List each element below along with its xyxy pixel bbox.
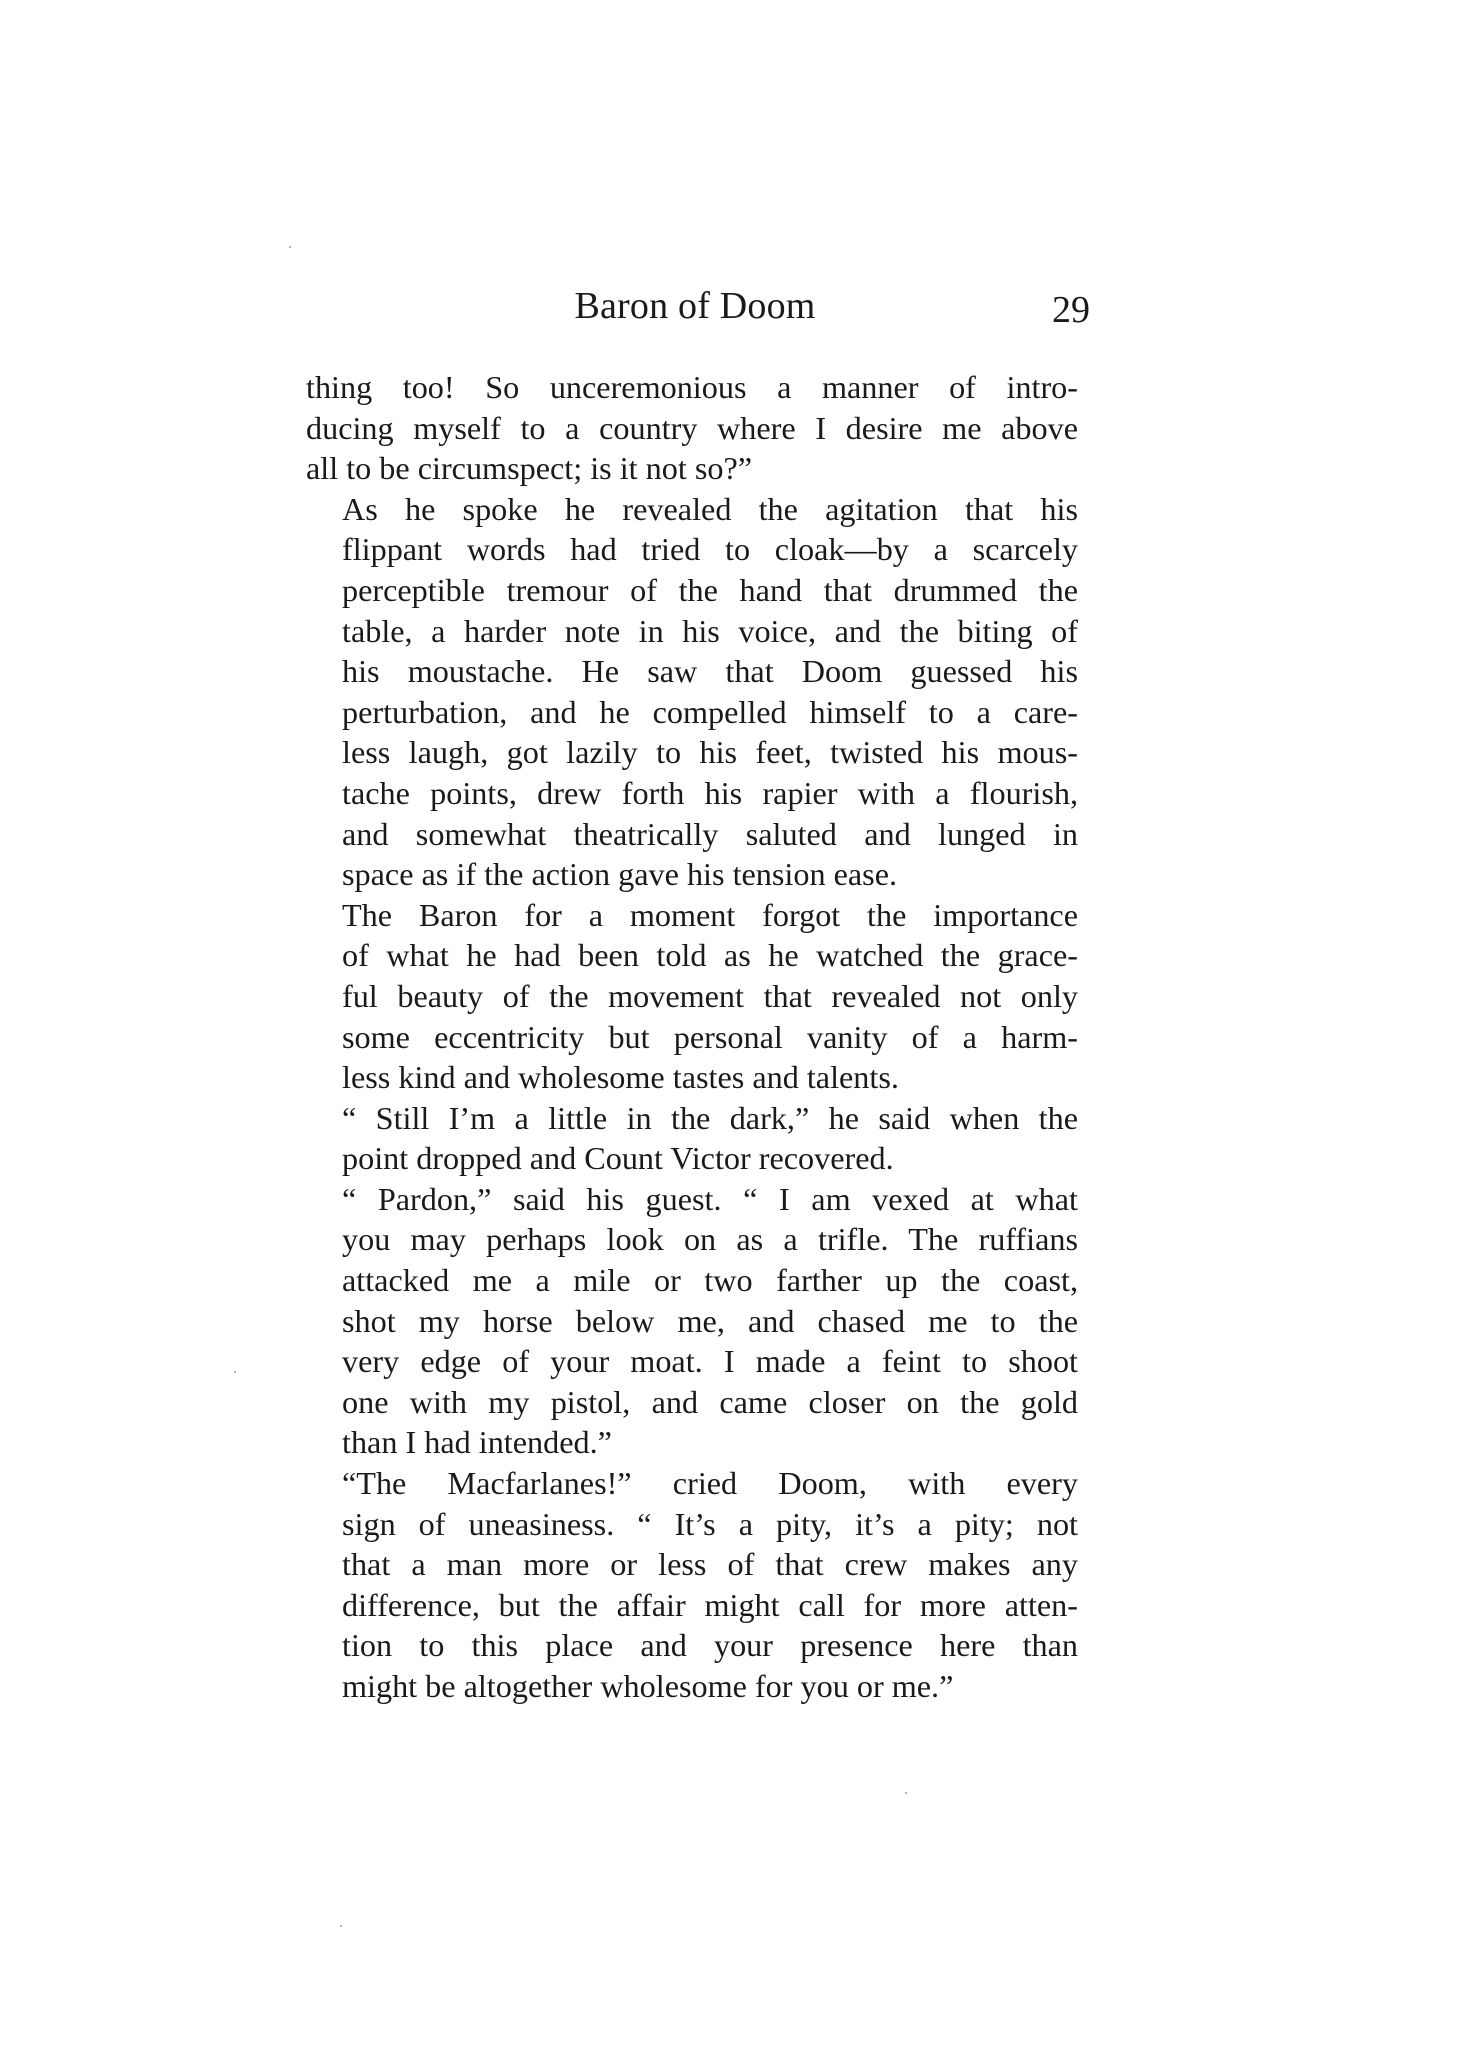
text-line: space as if the action gave his tension ease. <box>342 856 898 893</box>
text-line: tache points, drew forth his rapier with a flourish, <box>342 774 1078 811</box>
text-line: that a man more or less of that crew makes any <box>342 1546 1078 1583</box>
text-line: The Baron for a moment forgot the importance <box>342 896 1078 933</box>
paragraph <box>306 489 1078 895</box>
paragraph <box>306 895 1078 1098</box>
text-line: shot my horse below me, and chased me to the <box>342 1302 1078 1339</box>
body-text <box>306 367 1078 1707</box>
text-line: “ Pardon,” said his guest. “ I am vexed at what <box>342 1180 1078 1217</box>
text-line: and somewhat theatrically saluted and lunged in <box>342 815 1078 852</box>
paragraph <box>306 1098 1078 1179</box>
page-number: 29 <box>1052 289 1090 331</box>
text-line: his moustache. He saw that Doom guessed his <box>342 653 1078 690</box>
text-line: attacked me a mile or two farther up the coast, <box>342 1262 1078 1299</box>
text-line: table, a harder note in his voice, and the biting of <box>342 612 1078 649</box>
text-line: perturbation, and he compelled himself to a care- <box>342 693 1078 730</box>
text-line: “ Still I’m a little in the dark,” he said when the <box>342 1099 1078 1136</box>
text-line: might be altogether wholesome for you or me.” <box>342 1668 954 1704</box>
text-line: some eccentricity but personal vanity of a harm- <box>342 1018 1078 1055</box>
text-line: of what he had been told as he watched the grace- <box>342 937 1078 974</box>
paragraph <box>306 1463 1078 1707</box>
text-line: “The Macfarlanes!” cried Doom, with every <box>342 1465 1078 1502</box>
text-line: perceptible tremour of the hand that drummed the <box>342 571 1078 608</box>
paragraph <box>306 1179 1078 1463</box>
text-line: less laugh, got lazily to his feet, twisted his mous- <box>342 734 1078 771</box>
text-line: one with my pistol, and came closer on the gold <box>342 1383 1078 1420</box>
text-line: difference, but the affair might call for more atten- <box>342 1586 1078 1623</box>
text-line: tion to this place and your presence here than <box>342 1627 1078 1664</box>
text-line: point dropped and Count Victor recovered. <box>342 1140 894 1177</box>
text-line: ducing myself to a country where I desire me above <box>306 409 1078 446</box>
text-line: very edge of your moat. I made a feint to shoot <box>342 1343 1078 1380</box>
page-header <box>300 281 1090 331</box>
text-line: flippant words had tried to cloak—by a scarcely <box>342 531 1078 568</box>
scan-speck <box>234 1371 236 1373</box>
text-line: all to be circumspect; is it not so?” <box>306 450 753 487</box>
paragraph <box>306 367 1078 489</box>
scan-speck <box>905 1792 907 1794</box>
text-line: sign of uneasiness. “ It’s a pity, it’s a pity; not <box>342 1505 1078 1542</box>
text-line: you may perhaps look on as a trifle. The ruffians <box>342 1221 1078 1258</box>
text-line: As he spoke he revealed the agitation that his <box>342 490 1078 527</box>
scan-speck <box>340 1925 342 1927</box>
text-line: than I had intended.” <box>342 1424 612 1461</box>
scan-speck <box>289 246 291 248</box>
running-title: Baron of Doom <box>574 285 816 327</box>
text-line: thing too! So unceremonious a manner of intro- <box>306 369 1078 405</box>
text-line: ful beauty of the movement that revealed not only <box>342 977 1078 1014</box>
text-line: less kind and wholesome tastes and talents. <box>342 1059 899 1096</box>
